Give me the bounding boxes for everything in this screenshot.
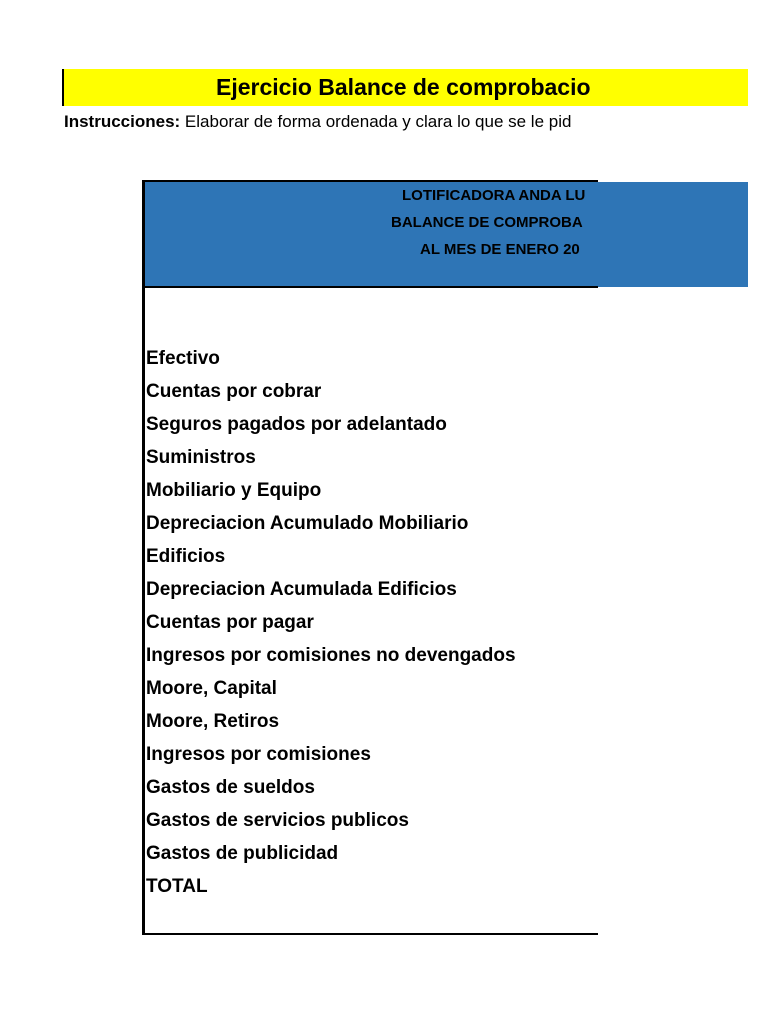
report-period: AL MES DE ENERO 20 xyxy=(420,241,580,258)
account-row: Ingresos por comisiones xyxy=(146,744,371,765)
account-row: Edificios xyxy=(146,546,226,567)
company-name: LOTIFICADORA ANDA LU xyxy=(402,187,586,204)
sheet-title: Ejercicio Balance de comprobacio xyxy=(216,74,591,100)
balance-header-text-area xyxy=(145,182,597,287)
account-row: Gastos de sueldos xyxy=(146,777,315,798)
account-row: Mobiliario y Equipo xyxy=(146,480,322,501)
instructions-text: Elaborar de forma ordenada y clara lo que se le pid xyxy=(180,112,572,131)
account-row: Gastos de servicios publicos xyxy=(146,810,409,831)
instructions-line xyxy=(64,112,597,132)
account-row: Cuentas por cobrar xyxy=(146,381,322,402)
account-row: Moore, Capital xyxy=(146,678,277,699)
account-row: Depreciacion Acumulado Mobiliario xyxy=(146,513,469,534)
account-row: Cuentas por pagar xyxy=(146,612,314,633)
header-divider xyxy=(145,286,598,288)
account-row: Seguros pagados por adelantado xyxy=(146,414,447,435)
account-row: Depreciacion Acumulada Edificios xyxy=(146,579,457,600)
report-name: BALANCE DE COMPROBA xyxy=(391,214,583,231)
account-row: Efectivo xyxy=(146,348,220,369)
instructions-label: Instrucciones: xyxy=(64,112,181,131)
title-bar xyxy=(62,69,748,106)
account-row: Gastos de publicidad xyxy=(146,843,339,864)
balance-header xyxy=(145,182,748,287)
account-row: Moore, Retiros xyxy=(146,711,280,732)
total-label: TOTAL xyxy=(146,876,208,897)
account-row: Suministros xyxy=(146,447,256,468)
accounts-list xyxy=(146,345,596,873)
account-row: Ingresos por comisiones no devengados xyxy=(146,645,516,666)
